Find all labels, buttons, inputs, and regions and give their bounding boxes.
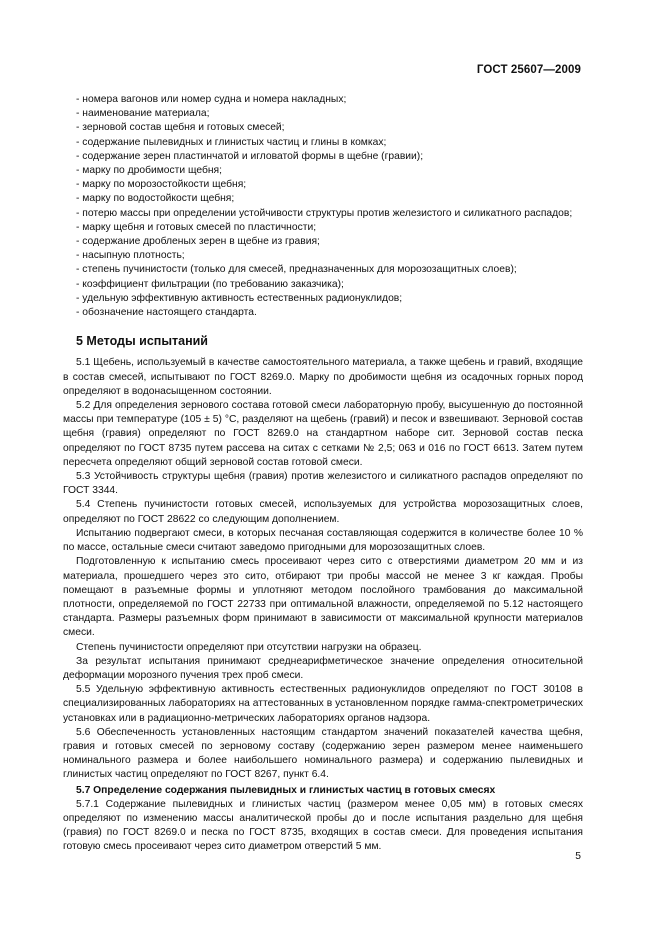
list-item: - содержание дробленых зерен в щебне из гравия; xyxy=(76,236,320,248)
list-item: - содержание зерен пластинчатой и игловатой формы в щебне (гравии); xyxy=(76,150,424,162)
list-item: - номера вагонов или номер судна и номера накладных; xyxy=(76,94,347,105)
paragraph-5-2: 5.2 Для определения зернового состава готовой смеси лабораторную пробу, высушенную до постоянной массы при температуре (105 ± 5) °С, разделяют на щебень (гравий) и песок и взвешивают. Зерновой состав щебня (гравия) определяют по ГОСТ 8269.0 на стандартном наборе сит. Зерновой состав песка определяют по ГОСТ 8735 путем рассева на ситах с сетками № 2,5; 063 и 016 по ГОСТ 6613. Затем путем пересчета определяют общий зерновой состав готовой смеси. xyxy=(63,400,583,468)
subsection-heading: 5.7 Определение содержания пылевидных и глинистых частиц в готовых смесях xyxy=(76,784,496,796)
section-heading: 5 Методы испытаний xyxy=(76,334,208,349)
list-item: - марку по морозостойкости щебня; xyxy=(76,179,247,191)
paragraph: Испытанию подвергают смеси, в которых песчаная составляющая содержится в количестве более 10 % по массе, остальные смеси считают заведомо пригодными для морозозащитных слоев. xyxy=(63,527,583,554)
paragraph-5-3: 5.3 Устойчивость структуры щебня (гравия) против железистого и силикатного распадов определяют по ГОСТ 3344. xyxy=(63,471,583,497)
paragraph-5-5: 5.5 Удельную эффективную активность естественных радионуклидов определяют по ГОСТ 30108 в специализированных лабораториях на аттестованных в установленном порядке гамма-спектрометрических установках или в радиационно-метрических лабораториях органов надзора. xyxy=(63,684,583,724)
list-item: - наименование материала; xyxy=(76,108,210,120)
list-item: - содержание пылевидных и глинистых частиц и глины в комках; xyxy=(76,136,387,148)
bullet-list xyxy=(63,93,583,320)
list-item: - зерновой состав щебня и готовых смесей; xyxy=(76,122,285,134)
list-item: - удельную эффективную активность естественных радионуклидов; xyxy=(76,292,403,304)
list-item: - степень пучинистости (только для смесей, предназначенных для морозозащитных слоев); xyxy=(76,264,517,276)
paragraph-5-6: 5.6 Обеспеченность установленных настоящим стандартом значений показателей качества щебня, гравия и готовых смесей по зерновому составу (содержанию зерен размером менее наименьшего номинального размера и более наибольшего номинального размера) и содержанию пылевидных и глинистых частиц определяют по ГОСТ 8267, пункт 6.4. xyxy=(63,726,583,781)
paragraph-5-4: 5.4 Степень пучинистости готовых смесей, используемых для устройства морозозащитных слоев, определяют по ГОСТ 28622 со следующим дополнением. xyxy=(63,499,583,525)
document-code: ГОСТ 25607—2009 xyxy=(476,64,581,76)
paragraph: Подготовленную к испытанию смесь просеивают через сито с отверстиями диаметром 20 мм и из материала, прошедшего через это сито, отбирают три пробы массой не менее 3 кг каждая. Пробы помещают в разъемные формы и уплотняют методом послойного трамбования до максимальной плотности, определяемой по ГОСТ 22733 при оптимальной влажности, определяемой по 5.12 настоящего стандарта. Размеры разъемных форм принимают в зависимости от максимальной крупности материалов смеси. xyxy=(63,556,583,639)
list-item: - марку по дробимости щебня; xyxy=(76,165,222,177)
list-item: - марку по водостойкости щебня; xyxy=(76,193,235,205)
list-item: - насыпную плотность; xyxy=(76,250,185,262)
list-item: - обозначение настоящего стандарта. xyxy=(76,307,257,319)
list-item: - потерю массы при определении устойчивости структуры против железистого и силикатного распадов; xyxy=(76,207,573,219)
paragraph-5-7-1: 5.7.1 Содержание пылевидных и глинистых частиц (размером менее 0,05 мм) в готовых смесях определяют по изменению массы аналитической пробы до и после испытания раздельно для щебня (гравия) по ГОСТ 8269.0 и песка по ГОСТ 8735, входящих в состав смеси. Для проведения испытания готовую смесь просеивают через сито диаметром отверстий 5 мм. xyxy=(63,798,583,853)
page-number: 5 xyxy=(575,851,581,862)
paragraph: Степень пучинистости определяют при отсутствии нагрузки на образец. xyxy=(76,641,422,653)
page-content xyxy=(63,93,583,855)
list-item: - коэффициент фильтрации (по требованию заказчика); xyxy=(76,278,344,290)
list-item: - марку щебня и готовых смесей по пластичности; xyxy=(76,221,317,233)
paragraph: За результат испытания принимают среднеарифметическое значение определения относительной деформации морозного пучения трех проб смеси. xyxy=(63,655,583,681)
paragraph-5-1: 5.1 Щебень, используемый в качестве самостоятельного материала, а также щебень и гравий, входящие в состав смесей, испытывают по ГОСТ 8269.0. Марку по дробимости щебня из осадочных горных пород определяют в водонасыщенном состоянии. xyxy=(63,357,583,397)
